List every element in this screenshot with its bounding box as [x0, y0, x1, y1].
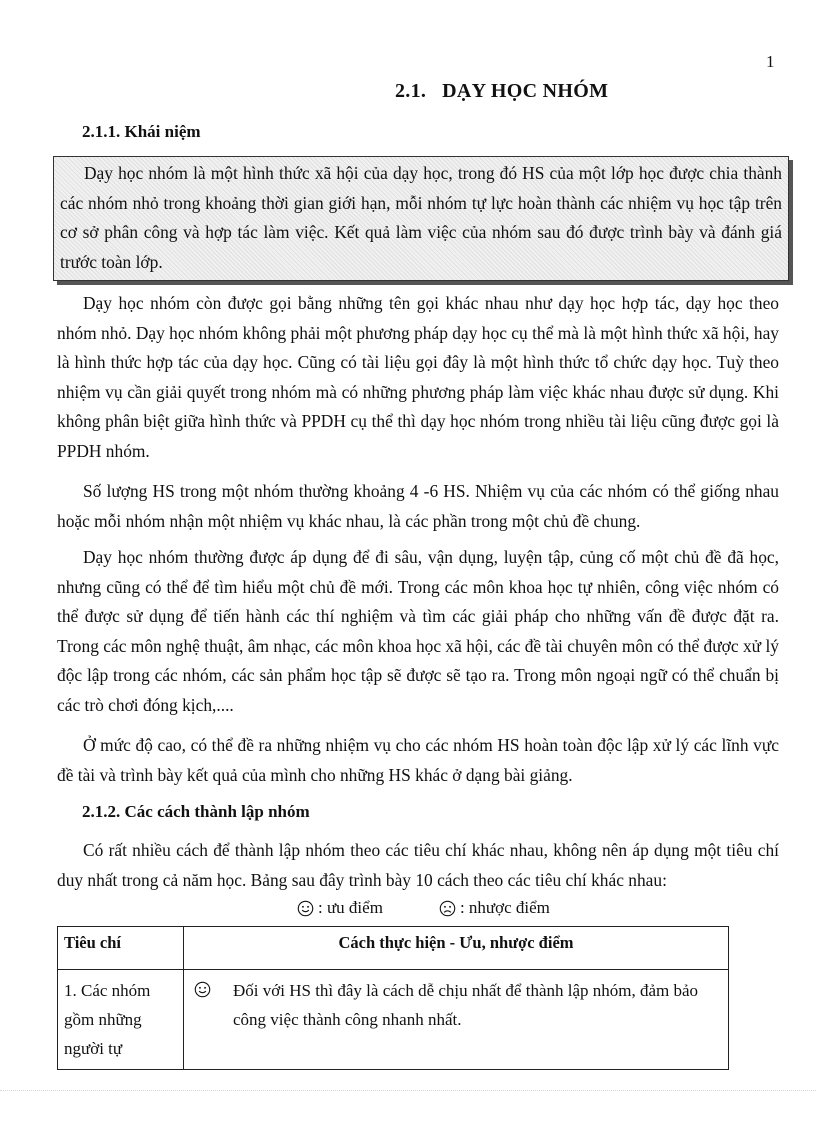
paragraph-grouping-intro: Có rất nhiều cách để thành lập nhóm theo các tiêu chí khác nhau, không nên áp dụng một tiêu chí duy nhất trong cả năm học. Bảng sau đây trình bày 10 cách theo các tiêu chí khác nhau: [57, 840, 779, 890]
paragraph-application: Dạy học nhóm thường được áp dụng để đi sâu, vận dụng, luyện tập, củng cố một chủ đề đã học, nhưng cũng có thể để tìm hiểu một chủ đề mới. Trong các môn khoa học tự nhiên, công việc nhóm có thể được sử dụng để tiến hành các thí nghiệm và tìm các giải pháp cho những vấn đề được đặt ra. Trong các môn nghệ thuật, âm nhạc, các môn khoa học xã hội, các đề tài chuyên môn có thể được xử lý độc lập trong các nhóm, các sản phẩm học tập sẽ được sẽ tạo ra. Trong môn ngoại ngữ có thể chuẩn bị các trò chơi đóng kịch,.... [57, 547, 779, 715]
method-item [194, 976, 718, 1034]
legend [297, 898, 550, 918]
table-header-method: Cách thực hiện - Ưu, nhược điểm [184, 927, 729, 970]
definition-box [53, 156, 789, 281]
definition-text: Dạy học nhóm là một hình thức xã hội của dạy học, trong đó HS của một lớp học được chia thành các nhóm nhỏ trong khoảng thời gian giới hạn, mỗi nhóm tự lực hoàn thành các nhiệm vụ học tập trên cơ sở phân công và hợp tác làm việc. Kết quả làm việc của nhóm sau đó được trình bày và đánh giá trước toàn lớp. [60, 163, 782, 272]
legend-disadvantage-label: : nhược điểm [459, 898, 550, 917]
table-header-criterion: Tiêu chí [58, 927, 184, 970]
paragraph-names: Dạy học nhóm còn được gọi bằng những tên gọi khác nhau như dạy học hợp tác, dạy học theo nhóm nhỏ. Dạy học nhóm không phải một phương pháp dạy học cụ thể mà là một hình thức xã hội, hay là hình thức hợp tác của dạy học. Cũng có tài liệu gọi đây là một hình thức tổ chức dạy học. Tuỳ theo nhiệm vụ cần giải quyết trong nhóm mà có những phương pháp làm việc khác nhau được sử dụng. Khi không phân biệt giữa hình thức và PPDH cụ thể thì dạy học nhóm trong nhiều tài liệu cũng được gọi là PPDH nhóm. [57, 293, 779, 461]
subsection-heading-concept: 2.1.1. Khái niệm [82, 122, 201, 141]
paragraph-group-size: Số lượng HS trong một nhóm thường khoảng 4 -6 HS. Nhiệm vụ của các nhóm có thể giống nhau hoặc mỗi nhóm nhận một nhiệm vụ khác nhau, là các phần trong một chủ đề chung. [57, 481, 779, 531]
method-cell [184, 970, 729, 1070]
section-title: 2.1. DẠY HỌC NHÓM [395, 80, 609, 102]
paragraph-advanced: Ở mức độ cao, có thể đề ra những nhiệm vụ cho các nhóm HS hoàn toàn độc lập xử lý các lĩnh vực đề tài và trình bày kết quả của mình cho những HS khác ở dạng bài giảng. [57, 735, 779, 785]
legend-advantage-label: : ưu điểm [318, 898, 383, 917]
smiley-icon [194, 981, 211, 998]
page-bottom-divider [0, 1090, 816, 1091]
frown-icon [439, 900, 456, 917]
page-number: 1 [766, 52, 775, 71]
method-item-text: Đối với HS thì đây là cách dễ chịu nhất để thành lập nhóm, đảm bảo công việc thành công nhanh nhất. [233, 981, 699, 1029]
legend-advantage [297, 898, 383, 918]
legend-disadvantage [439, 898, 550, 918]
smiley-icon [297, 900, 314, 917]
criterion-cell: 1. Các nhóm gồm những người tự [58, 970, 184, 1070]
table-header-row [58, 927, 729, 970]
table-row [58, 970, 729, 1070]
subsection-heading-grouping: 2.1.2. Các cách thành lập nhóm [82, 802, 310, 821]
grouping-table [57, 926, 729, 1070]
